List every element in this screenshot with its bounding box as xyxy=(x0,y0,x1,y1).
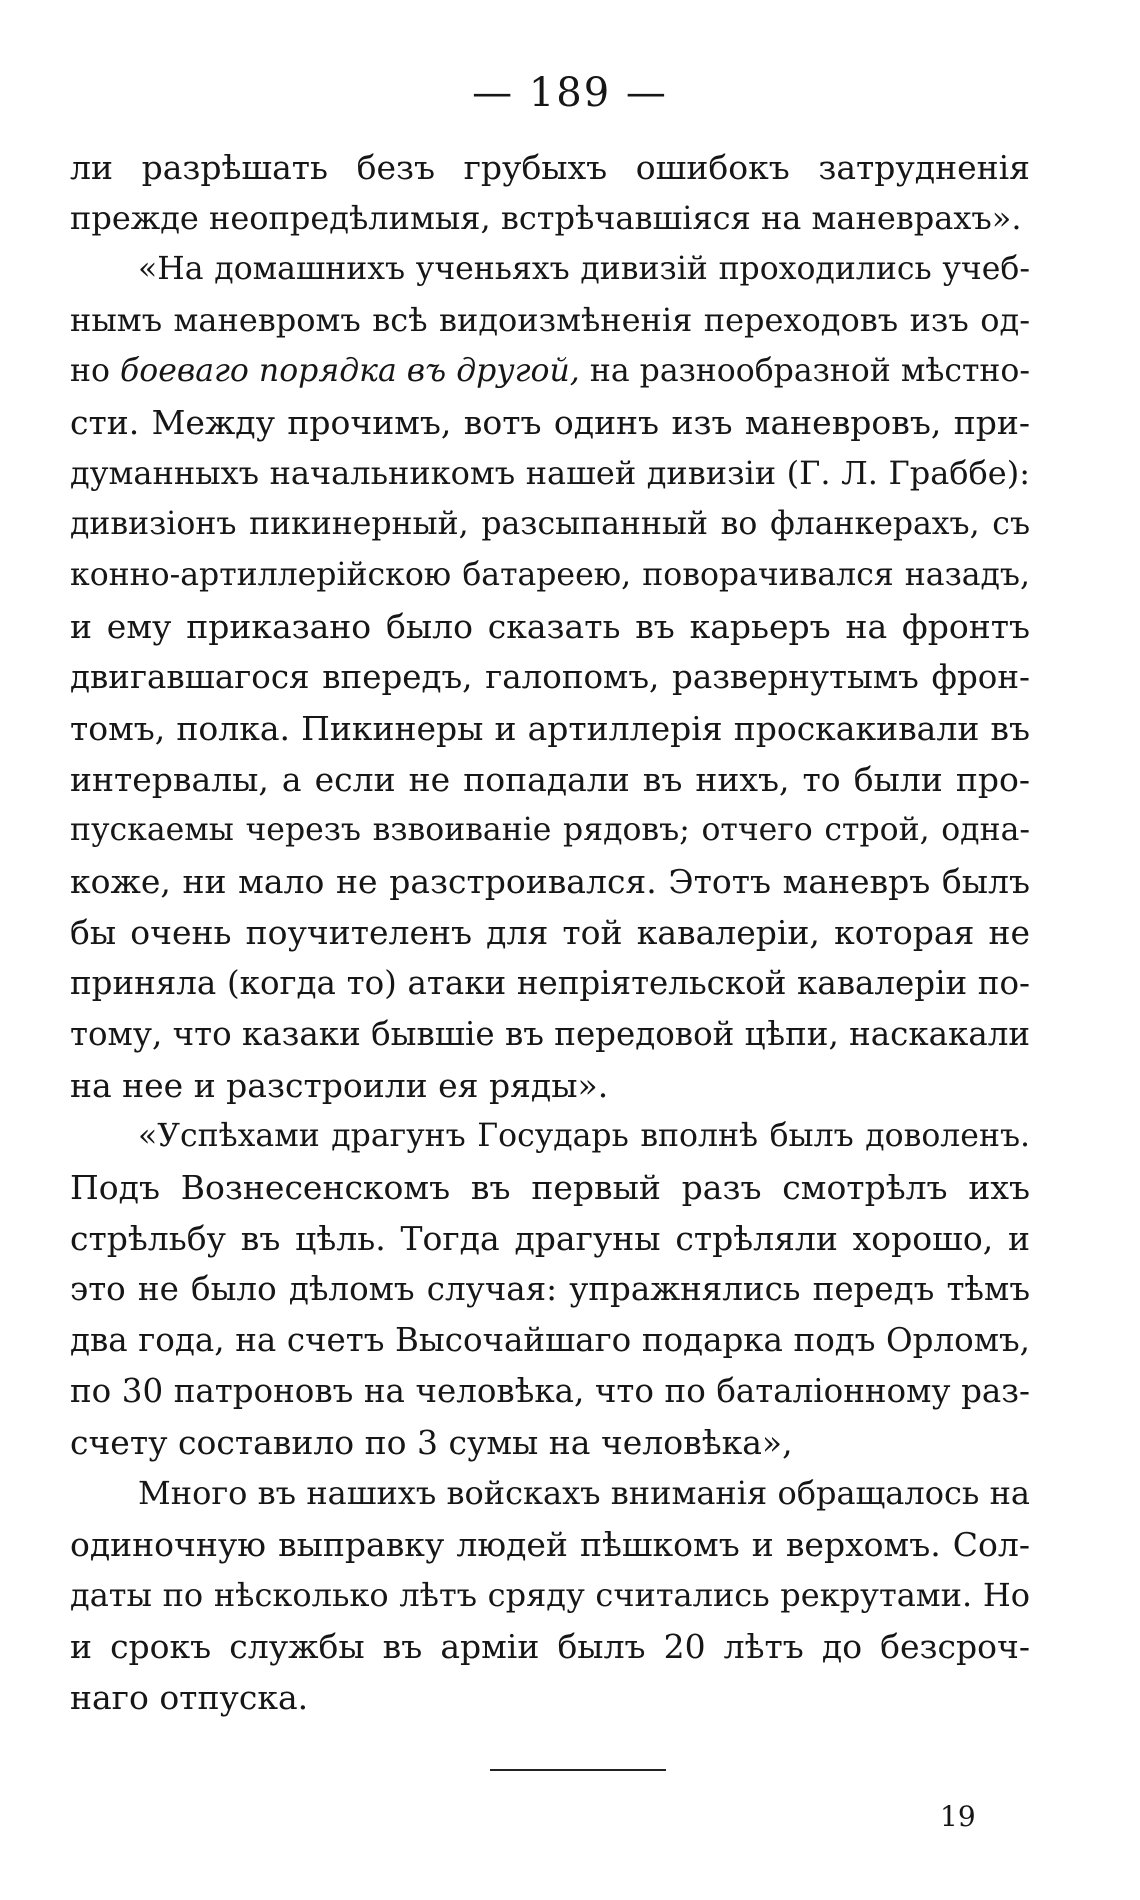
text-line-run: нымъ маневромъ всѣ видоизмѣненія переходовъ изъ од- xyxy=(70,301,1030,339)
text-line xyxy=(70,1009,1030,1060)
text-line-run: счету составило по 3 сумы на человѣка», xyxy=(70,1423,793,1462)
text-line-run: на разнообразной мѣстно- xyxy=(579,353,1030,389)
text-line-run: дивизіонъ пикинерный, разсыпанный во фланкерахъ, съ xyxy=(70,506,1030,542)
text-line xyxy=(70,1366,1030,1417)
text-line xyxy=(70,1213,1030,1264)
text-line-run: коже, ни мало не разстроивался. Этотъ маневръ былъ xyxy=(70,862,1030,901)
text-line-run: двигавшагося впередъ, галопомъ, развернутымъ фрон- xyxy=(70,658,1030,696)
text-line xyxy=(70,448,1030,499)
text-line-run: наго отпуска. xyxy=(70,1678,309,1717)
text-line-run: два года, на счетъ Высочайшаго подарка подъ Орломъ, xyxy=(70,1321,1030,1359)
text-line xyxy=(70,1621,1030,1672)
text-line-run: стрѣльбу въ цѣль. Тогда драгуны стрѣляли хорошо, и xyxy=(70,1219,1030,1258)
text-line-run: томъ, полка. Пикинеры и артиллерія проскакивали въ xyxy=(70,709,1030,748)
text-line xyxy=(70,142,1030,193)
page-number: — 189 — xyxy=(472,70,668,116)
text-line xyxy=(70,907,1030,958)
text-line xyxy=(70,193,1030,244)
text-line xyxy=(70,1672,1030,1723)
text-line xyxy=(70,754,1030,805)
text-line-run: тому, что казаки бывшіе въ передовой цѣпи, наскакали xyxy=(70,1015,1030,1053)
text-line-run: прежде неопредѣлимыя, встрѣчавшіяся на маневрахъ». xyxy=(70,199,1022,237)
text-line xyxy=(70,499,1030,550)
text-line xyxy=(70,1315,1030,1366)
text-line-run: даты по нѣсколько лѣтъ сряду считались рекрутами. Но xyxy=(70,1576,1030,1614)
text-line xyxy=(70,703,1030,754)
text-line xyxy=(70,550,1030,601)
footnote-rule xyxy=(490,1769,666,1771)
text-line-run: «На домашнихъ ученьяхъ дивизій проходились учеб- xyxy=(138,251,1030,287)
text-line xyxy=(70,1570,1030,1621)
text-line-run: Много въ нашихъ войскахъ вниманія обращалось на xyxy=(138,1474,1030,1512)
text-line xyxy=(70,346,1030,397)
text-line-run: и срокъ службы въ арміи былъ 20 лѣтъ до безсроч- xyxy=(70,1627,1030,1666)
text-line-run: думанныхъ начальникомъ нашей дивизіи (Г. Л. Граббе): xyxy=(70,454,1030,492)
text-line xyxy=(70,958,1030,1009)
text-line-run: «Успѣхами драгунъ Государь вполнѣ былъ доволенъ. xyxy=(138,1118,1030,1154)
text-line-run: интервалы, а если не попадали въ нихъ, то были про- xyxy=(70,760,1030,799)
text-line-run: это не было дѣломъ случая: упражнялись передъ тѣмъ xyxy=(70,1270,1030,1308)
text-line xyxy=(70,244,1030,295)
text-line-run: пускаемы черезъ взвоиваніе рядовъ; отчего строй, одна- xyxy=(70,812,1030,848)
italic-phrase: боеваго порядка въ другой, xyxy=(120,353,580,389)
text-line xyxy=(70,1060,1030,1111)
text-line xyxy=(70,856,1030,907)
text-line-run: и ему приказано было сказать въ карьеръ на фронтъ xyxy=(70,607,1030,646)
text-line-run: конно-артиллерійскою батареею, поворачивался назадъ, xyxy=(70,557,1030,593)
text-line-run: на нее и разстроили ея ряды». xyxy=(70,1066,609,1105)
text-line xyxy=(70,1162,1030,1213)
text-line-run: сти. Между прочимъ, вотъ одинъ изъ маневровъ, при- xyxy=(70,403,1030,442)
body-text xyxy=(70,142,1030,1723)
text-line xyxy=(70,601,1030,652)
signature-mark: 19 xyxy=(940,1800,976,1833)
text-line-run: одиночную выправку людей пѣшкомъ и верхомъ. Сол- xyxy=(70,1525,1030,1564)
text-line xyxy=(70,1417,1030,1468)
text-line-run: приняла (когда то) атаки непріятельской кавалеріи по- xyxy=(70,964,1030,1002)
text-line xyxy=(70,805,1030,856)
text-line xyxy=(70,1468,1030,1519)
text-line xyxy=(70,1111,1030,1162)
text-line xyxy=(70,295,1030,346)
text-line xyxy=(70,1519,1030,1570)
text-line-run: ли разрѣшать безъ грубыхъ ошибокъ затрудненія xyxy=(70,148,1030,187)
text-line-run: бы очень поучителенъ для той кавалеріи, которая не xyxy=(70,913,1030,952)
text-line-run: по 30 патроновъ на человѣка, что по баталіонному раз- xyxy=(70,1372,1030,1410)
text-line xyxy=(70,397,1030,448)
text-line xyxy=(70,652,1030,703)
text-line-run: Подъ Вознесенскомъ въ первый разъ смотрѣлъ ихъ xyxy=(70,1168,1030,1207)
text-line xyxy=(70,1264,1030,1315)
text-line-run: но xyxy=(70,353,121,389)
